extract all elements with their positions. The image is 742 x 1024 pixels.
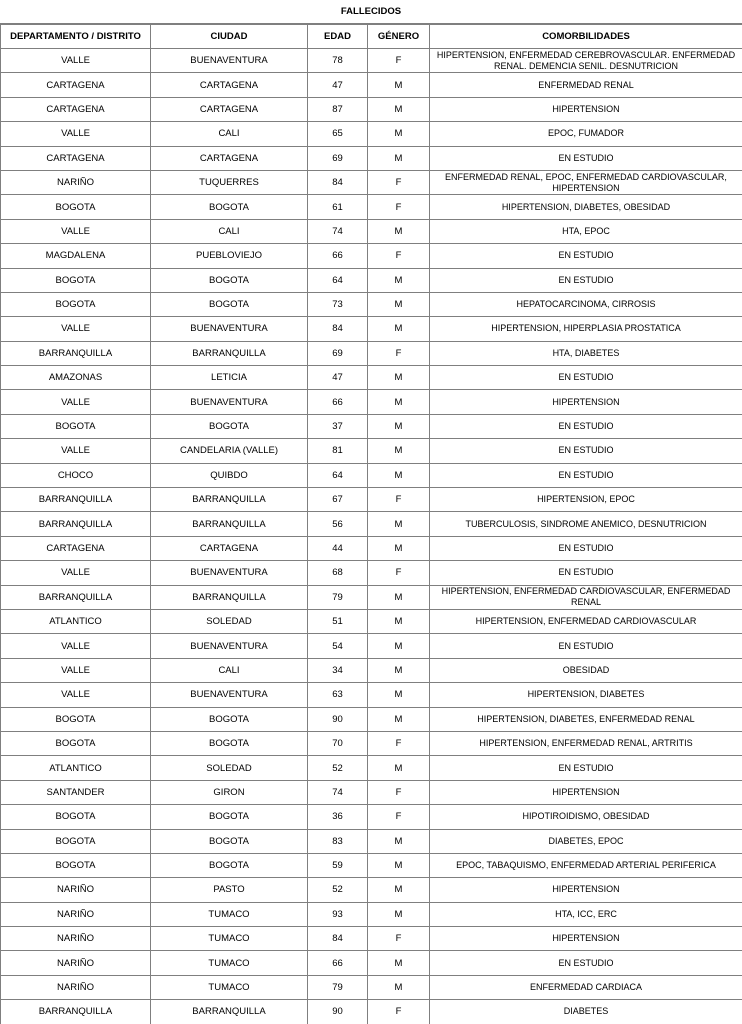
cell-comorbilidades: EN ESTUDIO xyxy=(430,463,742,487)
cell-genero: F xyxy=(368,731,430,755)
cell-edad: 84 xyxy=(308,317,368,341)
cell-edad: 37 xyxy=(308,414,368,438)
cell-ciudad: BUENAVENTURA xyxy=(151,317,308,341)
cell-genero: M xyxy=(368,951,430,975)
cell-comorbilidades: HIPERTENSION, ENFERMEDAD CEREBROVASCULAR. ENFERMEDAD RENAL. DEMENCIA SENIL. DESNUTRICION xyxy=(430,49,742,73)
cell-comorbilidades: EN ESTUDIO xyxy=(430,439,742,463)
cell-edad: 84 xyxy=(308,170,368,194)
table-row xyxy=(1,536,742,560)
cell-departamento: VALLE xyxy=(1,439,151,463)
cell-departamento: VALLE xyxy=(1,390,151,414)
cell-departamento: NARIÑO xyxy=(1,902,151,926)
cell-departamento: CARTAGENA xyxy=(1,73,151,97)
cell-ciudad: CALI xyxy=(151,219,308,243)
cell-genero: M xyxy=(368,219,430,243)
cell-ciudad: TUMACO xyxy=(151,951,308,975)
cell-ciudad: BOGOTA xyxy=(151,707,308,731)
cell-ciudad: CARTAGENA xyxy=(151,536,308,560)
cell-departamento: BOGOTA xyxy=(1,829,151,853)
cell-ciudad: TUMACO xyxy=(151,902,308,926)
cell-genero: M xyxy=(368,366,430,390)
cell-edad: 78 xyxy=(308,49,368,73)
cell-genero: F xyxy=(368,927,430,951)
cell-departamento: BOGOTA xyxy=(1,707,151,731)
cell-departamento: AMAZONAS xyxy=(1,366,151,390)
cell-comorbilidades: HEPATOCARCINOMA, CIRROSIS xyxy=(430,292,742,316)
header-ciudad: CIUDAD xyxy=(151,25,308,49)
table-row xyxy=(1,463,742,487)
cell-genero: M xyxy=(368,97,430,121)
cell-ciudad: BOGOTA xyxy=(151,414,308,438)
table-row xyxy=(1,390,742,414)
cell-ciudad: BOGOTA xyxy=(151,731,308,755)
cell-edad: 61 xyxy=(308,195,368,219)
cell-ciudad: BOGOTA xyxy=(151,853,308,877)
cell-genero: F xyxy=(368,1000,430,1024)
cell-edad: 56 xyxy=(308,512,368,536)
header-edad: EDAD xyxy=(308,25,368,49)
cell-genero: F xyxy=(368,561,430,585)
cell-ciudad: BARRANQUILLA xyxy=(151,585,308,609)
cell-departamento: VALLE xyxy=(1,561,151,585)
cell-departamento: BOGOTA xyxy=(1,195,151,219)
cell-comorbilidades: TUBERCULOSIS, SINDROME ANEMICO, DESNUTRICION xyxy=(430,512,742,536)
cell-genero: M xyxy=(368,390,430,414)
cell-departamento: VALLE xyxy=(1,219,151,243)
cell-ciudad: CARTAGENA xyxy=(151,73,308,97)
cell-departamento: CARTAGENA xyxy=(1,146,151,170)
cell-comorbilidades: EN ESTUDIO xyxy=(430,366,742,390)
cell-ciudad: BOGOTA xyxy=(151,829,308,853)
cell-departamento: SANTANDER xyxy=(1,780,151,804)
cell-comorbilidades: HIPERTENSION xyxy=(430,780,742,804)
table-title: FALLECIDOS xyxy=(0,0,742,24)
fallecidos-table xyxy=(0,24,742,1024)
cell-departamento: VALLE xyxy=(1,683,151,707)
cell-edad: 73 xyxy=(308,292,368,316)
table-row xyxy=(1,805,742,829)
header-comorbilidades: COMORBILIDADES xyxy=(430,25,742,49)
cell-departamento: NARIÑO xyxy=(1,927,151,951)
cell-ciudad: PUEBLOVIEJO xyxy=(151,244,308,268)
table-row xyxy=(1,853,742,877)
cell-ciudad: BARRANQUILLA xyxy=(151,512,308,536)
cell-ciudad: CARTAGENA xyxy=(151,97,308,121)
cell-edad: 66 xyxy=(308,390,368,414)
cell-departamento: MAGDALENA xyxy=(1,244,151,268)
table-row xyxy=(1,780,742,804)
cell-genero: M xyxy=(368,317,430,341)
cell-genero: M xyxy=(368,439,430,463)
cell-edad: 68 xyxy=(308,561,368,585)
table-row xyxy=(1,707,742,731)
cell-ciudad: BUENAVENTURA xyxy=(151,390,308,414)
cell-ciudad: BOGOTA xyxy=(151,268,308,292)
cell-genero: M xyxy=(368,73,430,97)
cell-comorbilidades: ENFERMEDAD RENAL xyxy=(430,73,742,97)
cell-genero: M xyxy=(368,975,430,999)
cell-departamento: CHOCO xyxy=(1,463,151,487)
cell-departamento: CARTAGENA xyxy=(1,536,151,560)
table-row xyxy=(1,122,742,146)
cell-genero: M xyxy=(368,829,430,853)
cell-ciudad: BUENAVENTURA xyxy=(151,683,308,707)
table-row xyxy=(1,683,742,707)
cell-comorbilidades: EN ESTUDIO xyxy=(430,268,742,292)
table-row xyxy=(1,927,742,951)
table-row xyxy=(1,512,742,536)
cell-comorbilidades: EN ESTUDIO xyxy=(430,244,742,268)
cell-comorbilidades: HIPERTENSION xyxy=(430,390,742,414)
cell-departamento: BARRANQUILLA xyxy=(1,585,151,609)
cell-ciudad: LETICIA xyxy=(151,366,308,390)
cell-departamento: NARIÑO xyxy=(1,170,151,194)
table-row xyxy=(1,244,742,268)
cell-edad: 69 xyxy=(308,146,368,170)
cell-comorbilidades: HTA, EPOC xyxy=(430,219,742,243)
cell-comorbilidades: HIPERTENSION, DIABETES, OBESIDAD xyxy=(430,195,742,219)
cell-comorbilidades: EN ESTUDIO xyxy=(430,634,742,658)
table-row xyxy=(1,73,742,97)
cell-comorbilidades: EN ESTUDIO xyxy=(430,146,742,170)
cell-edad: 64 xyxy=(308,268,368,292)
cell-departamento: VALLE xyxy=(1,49,151,73)
cell-genero: M xyxy=(368,414,430,438)
cell-edad: 69 xyxy=(308,341,368,365)
cell-edad: 47 xyxy=(308,73,368,97)
cell-genero: M xyxy=(368,756,430,780)
cell-comorbilidades: HIPERTENSION xyxy=(430,927,742,951)
cell-comorbilidades: HIPERTENSION, HIPERPLASIA PROSTATICA xyxy=(430,317,742,341)
table-row xyxy=(1,634,742,658)
cell-edad: 90 xyxy=(308,1000,368,1024)
cell-edad: 64 xyxy=(308,463,368,487)
cell-edad: 93 xyxy=(308,902,368,926)
table-row xyxy=(1,414,742,438)
cell-departamento: NARIÑO xyxy=(1,951,151,975)
header-departamento: DEPARTAMENTO / DISTRITO xyxy=(1,25,151,49)
cell-ciudad: BUENAVENTURA xyxy=(151,634,308,658)
cell-ciudad: GIRON xyxy=(151,780,308,804)
cell-comorbilidades: OBESIDAD xyxy=(430,658,742,682)
cell-comorbilidades: EN ESTUDIO xyxy=(430,536,742,560)
cell-genero: F xyxy=(368,49,430,73)
cell-ciudad: BARRANQUILLA xyxy=(151,341,308,365)
cell-edad: 79 xyxy=(308,975,368,999)
table-row xyxy=(1,341,742,365)
cell-comorbilidades: EN ESTUDIO xyxy=(430,414,742,438)
cell-comorbilidades: DIABETES, EPOC xyxy=(430,829,742,853)
table-row xyxy=(1,609,742,633)
cell-departamento: BOGOTA xyxy=(1,853,151,877)
cell-edad: 47 xyxy=(308,366,368,390)
cell-edad: 34 xyxy=(308,658,368,682)
cell-genero: M xyxy=(368,463,430,487)
cell-comorbilidades: HIPERTENSION, EPOC xyxy=(430,488,742,512)
header-row xyxy=(1,25,742,49)
cell-edad: 59 xyxy=(308,853,368,877)
cell-comorbilidades: HIPERTENSION, DIABETES xyxy=(430,683,742,707)
cell-comorbilidades: HTA, DIABETES xyxy=(430,341,742,365)
cell-edad: 52 xyxy=(308,878,368,902)
cell-departamento: VALLE xyxy=(1,122,151,146)
cell-departamento: BOGOTA xyxy=(1,805,151,829)
cell-departamento: BARRANQUILLA xyxy=(1,341,151,365)
cell-genero: M xyxy=(368,512,430,536)
table-row xyxy=(1,439,742,463)
cell-comorbilidades: EN ESTUDIO xyxy=(430,561,742,585)
table-row xyxy=(1,902,742,926)
cell-departamento: ATLANTICO xyxy=(1,609,151,633)
cell-edad: 36 xyxy=(308,805,368,829)
cell-genero: M xyxy=(368,268,430,292)
cell-genero: F xyxy=(368,170,430,194)
cell-genero: F xyxy=(368,195,430,219)
table-row xyxy=(1,951,742,975)
cell-genero: M xyxy=(368,902,430,926)
cell-departamento: VALLE xyxy=(1,634,151,658)
cell-edad: 79 xyxy=(308,585,368,609)
cell-ciudad: TUMACO xyxy=(151,927,308,951)
cell-genero: M xyxy=(368,146,430,170)
cell-genero: F xyxy=(368,488,430,512)
cell-ciudad: BUENAVENTURA xyxy=(151,49,308,73)
cell-departamento: NARIÑO xyxy=(1,975,151,999)
cell-edad: 74 xyxy=(308,780,368,804)
cell-ciudad: BARRANQUILLA xyxy=(151,488,308,512)
header-genero: GÉNERO xyxy=(368,25,430,49)
table-body xyxy=(1,49,742,1024)
cell-departamento: BOGOTA xyxy=(1,292,151,316)
cell-ciudad: SOLEDAD xyxy=(151,609,308,633)
cell-edad: 83 xyxy=(308,829,368,853)
cell-comorbilidades: EN ESTUDIO xyxy=(430,951,742,975)
cell-edad: 67 xyxy=(308,488,368,512)
cell-departamento: BARRANQUILLA xyxy=(1,1000,151,1024)
cell-comorbilidades: EPOC, TABAQUISMO, ENFERMEDAD ARTERIAL PERIFERICA xyxy=(430,853,742,877)
cell-edad: 66 xyxy=(308,244,368,268)
cell-genero: M xyxy=(368,536,430,560)
cell-comorbilidades: ENFERMEDAD CARDIACA xyxy=(430,975,742,999)
cell-departamento: VALLE xyxy=(1,317,151,341)
cell-ciudad: QUIBDO xyxy=(151,463,308,487)
cell-edad: 87 xyxy=(308,97,368,121)
cell-departamento: CARTAGENA xyxy=(1,97,151,121)
cell-comorbilidades: EPOC, FUMADOR xyxy=(430,122,742,146)
cell-edad: 70 xyxy=(308,731,368,755)
cell-genero: M xyxy=(368,853,430,877)
cell-comorbilidades: HIPOTIROIDISMO, OBESIDAD xyxy=(430,805,742,829)
cell-genero: F xyxy=(368,341,430,365)
cell-genero: M xyxy=(368,878,430,902)
cell-departamento: BARRANQUILLA xyxy=(1,512,151,536)
table-row xyxy=(1,975,742,999)
cell-comorbilidades: HIPERTENSION, ENFERMEDAD CARDIOVASCULAR, ENFERMEDAD RENAL xyxy=(430,585,742,609)
cell-edad: 65 xyxy=(308,122,368,146)
cell-genero: M xyxy=(368,658,430,682)
cell-edad: 81 xyxy=(308,439,368,463)
table-row xyxy=(1,878,742,902)
table-row xyxy=(1,366,742,390)
cell-genero: M xyxy=(368,683,430,707)
table-row xyxy=(1,658,742,682)
table-row xyxy=(1,585,742,609)
cell-departamento: BARRANQUILLA xyxy=(1,488,151,512)
cell-ciudad: TUQUERRES xyxy=(151,170,308,194)
cell-ciudad: CALI xyxy=(151,122,308,146)
cell-edad: 90 xyxy=(308,707,368,731)
table-row xyxy=(1,195,742,219)
cell-ciudad: CANDELARIA (VALLE) xyxy=(151,439,308,463)
table-row xyxy=(1,292,742,316)
table-row xyxy=(1,49,742,73)
cell-genero: F xyxy=(368,780,430,804)
cell-comorbilidades: HIPERTENSION xyxy=(430,878,742,902)
cell-comorbilidades: HIPERTENSION, DIABETES, ENFERMEDAD RENAL xyxy=(430,707,742,731)
table-row xyxy=(1,219,742,243)
cell-edad: 66 xyxy=(308,951,368,975)
cell-genero: M xyxy=(368,122,430,146)
table-row xyxy=(1,561,742,585)
cell-departamento: VALLE xyxy=(1,658,151,682)
cell-departamento: BOGOTA xyxy=(1,731,151,755)
cell-ciudad: CARTAGENA xyxy=(151,146,308,170)
table-row xyxy=(1,1000,742,1024)
cell-genero: M xyxy=(368,292,430,316)
table-row xyxy=(1,488,742,512)
cell-comorbilidades: HIPERTENSION, ENFERMEDAD CARDIOVASCULAR xyxy=(430,609,742,633)
cell-comorbilidades: EN ESTUDIO xyxy=(430,756,742,780)
cell-edad: 44 xyxy=(308,536,368,560)
cell-ciudad: BOGOTA xyxy=(151,292,308,316)
cell-ciudad: BARRANQUILLA xyxy=(151,1000,308,1024)
cell-comorbilidades: HIPERTENSION xyxy=(430,97,742,121)
cell-genero: M xyxy=(368,707,430,731)
table-row xyxy=(1,829,742,853)
cell-edad: 74 xyxy=(308,219,368,243)
cell-departamento: BOGOTA xyxy=(1,414,151,438)
cell-edad: 51 xyxy=(308,609,368,633)
table-row xyxy=(1,170,742,194)
cell-genero: M xyxy=(368,585,430,609)
cell-comorbilidades: HTA, ICC, ERC xyxy=(430,902,742,926)
cell-departamento: ATLANTICO xyxy=(1,756,151,780)
cell-edad: 84 xyxy=(308,927,368,951)
cell-ciudad: PASTO xyxy=(151,878,308,902)
cell-ciudad: BUENAVENTURA xyxy=(151,561,308,585)
cell-edad: 63 xyxy=(308,683,368,707)
cell-edad: 52 xyxy=(308,756,368,780)
table-row xyxy=(1,317,742,341)
table-row xyxy=(1,756,742,780)
cell-genero: M xyxy=(368,634,430,658)
table-row xyxy=(1,268,742,292)
table-row xyxy=(1,146,742,170)
cell-ciudad: TUMACO xyxy=(151,975,308,999)
cell-departamento: NARIÑO xyxy=(1,878,151,902)
cell-ciudad: SOLEDAD xyxy=(151,756,308,780)
cell-genero: F xyxy=(368,244,430,268)
table-row xyxy=(1,97,742,121)
cell-edad: 54 xyxy=(308,634,368,658)
cell-ciudad: CALI xyxy=(151,658,308,682)
cell-genero: M xyxy=(368,609,430,633)
cell-ciudad: BOGOTA xyxy=(151,195,308,219)
cell-departamento: BOGOTA xyxy=(1,268,151,292)
cell-ciudad: BOGOTA xyxy=(151,805,308,829)
cell-comorbilidades: HIPERTENSION, ENFERMEDAD RENAL, ARTRITIS xyxy=(430,731,742,755)
table-row xyxy=(1,731,742,755)
cell-comorbilidades: DIABETES xyxy=(430,1000,742,1024)
cell-genero: F xyxy=(368,805,430,829)
cell-comorbilidades: ENFERMEDAD RENAL, EPOC, ENFERMEDAD CARDIOVASCULAR, HIPERTENSION xyxy=(430,170,742,194)
